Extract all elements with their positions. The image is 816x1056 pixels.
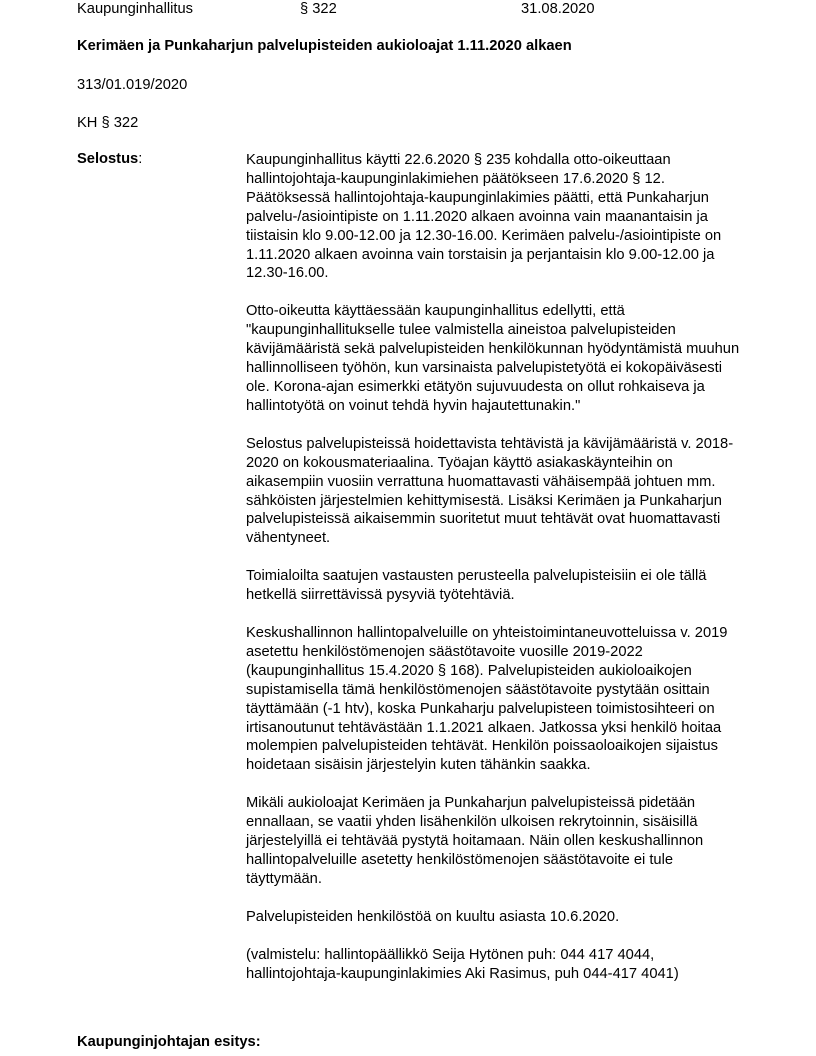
body-paragraph: Palvelupisteiden henkilöstöä on kuultu asiasta 10.6.2020. — [246, 908, 620, 925]
selostus-label-text: Selostus — [77, 151, 139, 167]
document-header — [77, 1, 757, 21]
body-paragraph: Toimialoilta saatujen vastausten perusteella palvelupisteisiin ei ole tällä hetkellä siirrettävissä pysyviä työtehtäviä. — [246, 568, 707, 604]
body-paragraph: Keskushallinnon hallintopalveluille on yhteistoimintaneuvotteluissa v. 2019 asetettu henkilöstömenojen säästötavoite vuosille 2019-2022 (kaupunginhallitus 15.4.2020 § 168). Palvelupisteiden aukioloaikojen supistamisella tämä henkilöstömenojen säästötavoite pystytään osittain täyttämään (-1 htv), koska Punkaharju palvelupisteen toimistosihteeri on irtisanoutunut tehtävästään 1.1.2021 alkaen. Jatkossa yksi henkilö hoitaa molempien palvelupisteiden tehtävät. Henkilön poissaoloaikojen sijaistus hoidetaan sisäisin järjestelyin kuten tähänkin saakka. — [246, 625, 728, 774]
body-paragraph: Selostus palvelupisteissä hoidettavista tehtävistä ja kävijämääristä v. 2018-2020 on kokousmateriaalina. Työajan käyttö asiakaskäynteihin on aikasempiin vuosiin verrattuna huomattavasti vähäisempää johtuen mm. sähköisten järjestelmien kehittymisestä. Lisäksi Kerimäen ja Punkaharjun palvelupisteissä aikaisemmin suoritetut muut tehtävät ovat huomattavasti vähentyneet. — [246, 435, 734, 547]
organ-name: Kaupunginhallitus — [77, 1, 193, 17]
selostus-label-colon: : — [138, 151, 143, 167]
document-title: Kerimäen ja Punkaharjun palvelupisteiden aukioloajat 1.11.2020 alkaen — [77, 38, 572, 54]
body-paragraph: Mikäli aukioloajat Kerimäen ja Punkaharjun palvelupisteissä pidetään ennallaan, se vaatii yhden lisähenkilön ulkoisen rekrytoinnin, sisäisillä järjestelyillä ei tehtävää pystytä hoitamaan. Näin ollen keskushallinnon hallintopalveluille asetetty henkilöstömenojen säästötavoite ei tule täyttymään. — [246, 795, 704, 887]
selostus-label — [77, 151, 142, 167]
selostus-body — [246, 151, 746, 1003]
body-paragraph: Otto-oikeutta käyttäessään kaupunginhallitus edellytti, että "kaupunginhallitukselle tulee valmistella aineistoa palvelupisteiden kävijämääristä sekä palvelupisteiden henkilökunnan hyödyntämistä muuhun hallinnolliseen työhön, kun varsinaista palvelupistetyötä ei kokopäiväsesti ole. Korona-ajan esimerkki etätyön sujuvuudesta on ollut rohkaiseva ja hallintotyötä on voinut tehdä hyvin hajautettunakin." — [246, 303, 740, 414]
body-paragraph: (valmistelu: hallintopäällikkö Seija Hytönen puh: 044 417 4044, hallintojohtaja-kaupunginlakimies Aki Rasimus, puh 044-417 4041) — [246, 946, 679, 982]
meeting-date: 31.08.2020 — [521, 1, 595, 17]
section-reference: KH § 322 — [77, 115, 139, 131]
mayor-proposal-label: Kaupunginjohtajan esitys: — [77, 1034, 261, 1050]
section-number: § 322 — [300, 1, 337, 17]
reference-number: 313/01.019/2020 — [77, 77, 188, 93]
body-paragraph: Kaupunginhallitus käytti 22.6.2020 § 235 kohdalla otto-oikeuttaan hallintojohtaja-kaupunginlakimiehen päätökseen 17.6.2020 § 12. Päätöksessä hallintojohtaja-kaupunginlakimies päätti, että Punkaharjun palvelu-/asiointipiste on 1.11.2020 alkaen avoinna vain maanantaisin ja tiistaisin klo 9.00-12.00 ja 12.30-16.00. Kerimäen palvelu-/asiointipiste on 1.11.2020 alkaen avoinna vain torstaisin ja perjantaisin klo 9.00-12.00 ja 12.30-16.00. — [246, 152, 722, 282]
